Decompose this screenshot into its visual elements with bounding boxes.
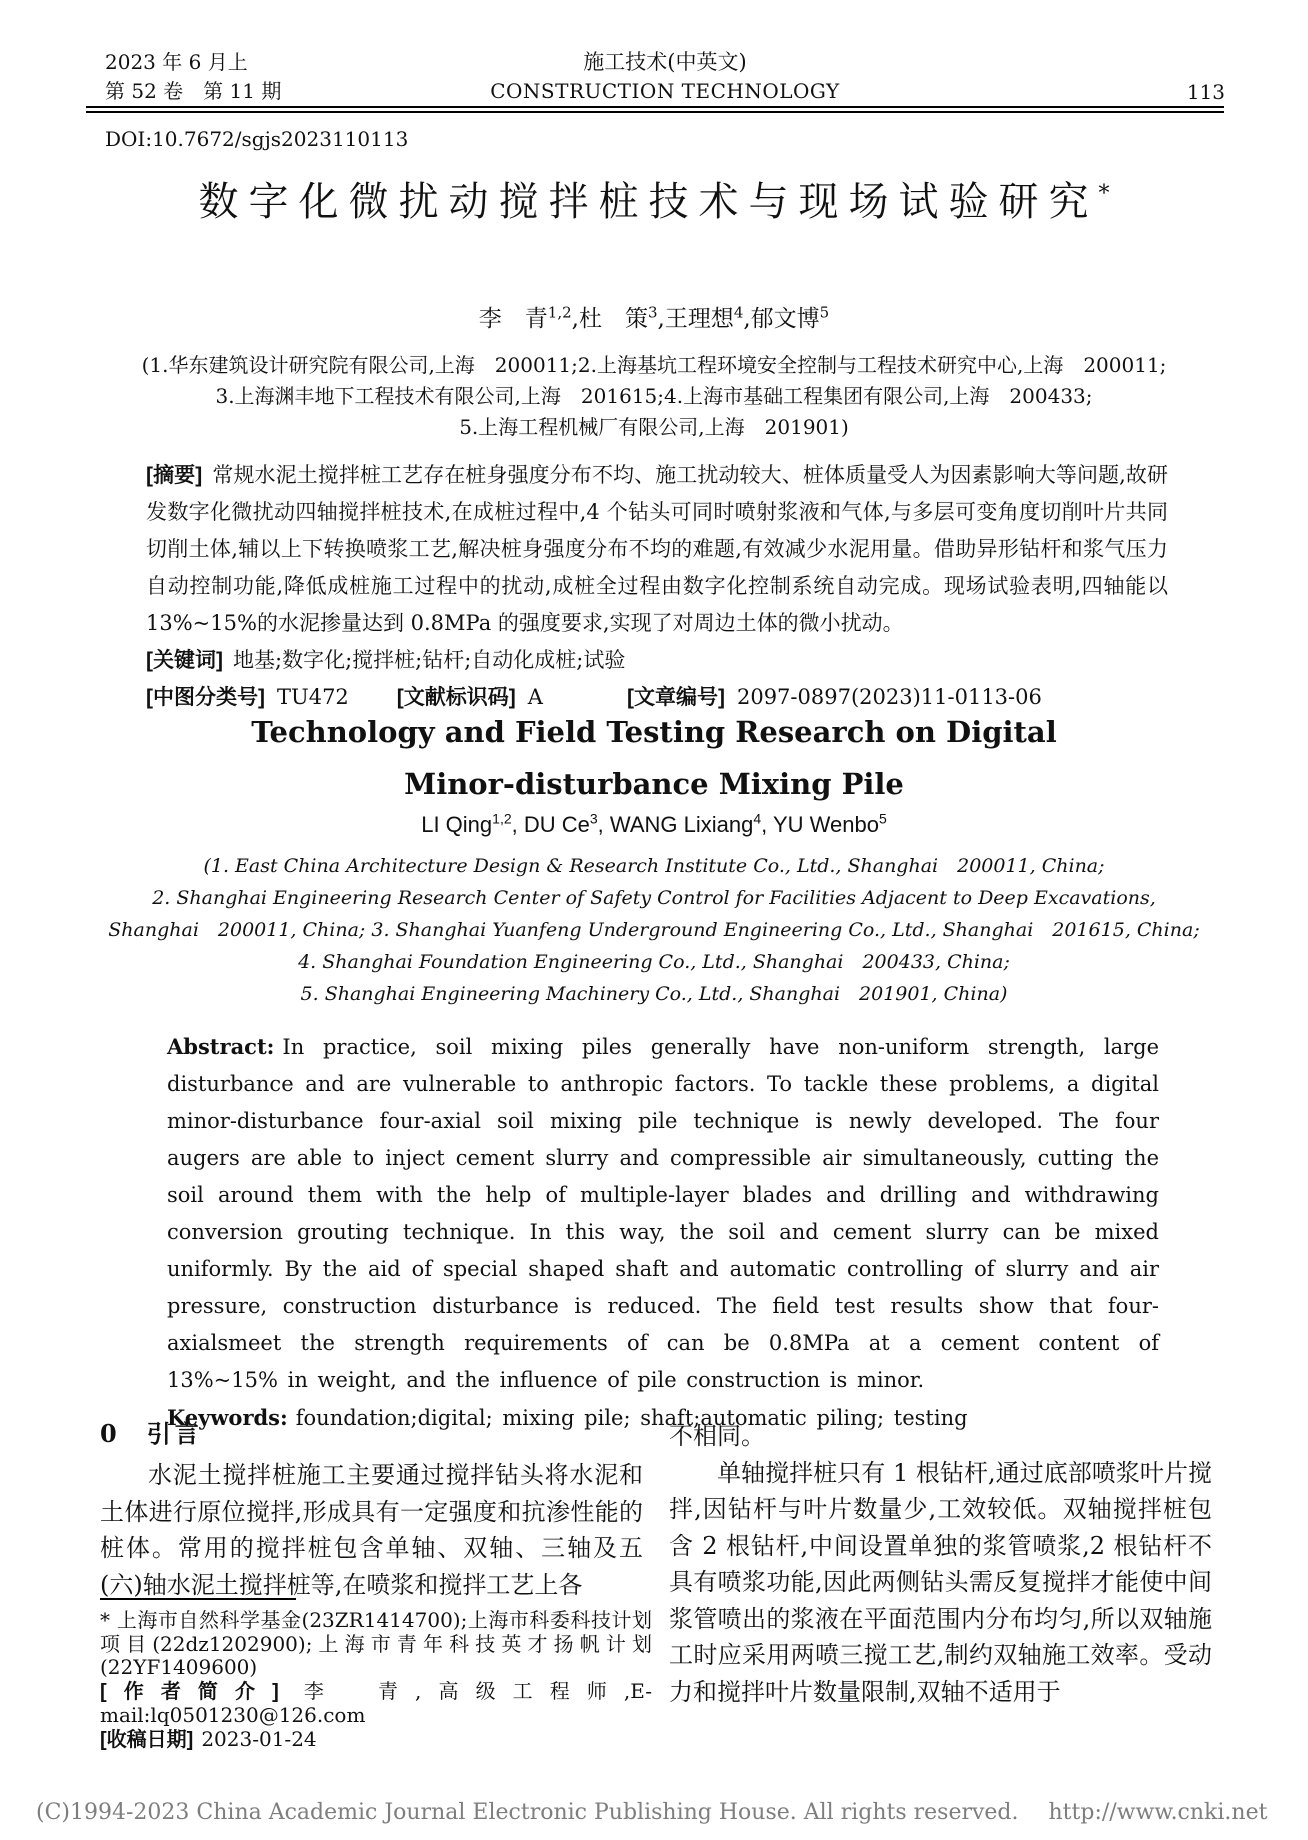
section-number: 0 bbox=[100, 1419, 117, 1448]
footnote-block bbox=[100, 1598, 652, 1752]
clc-label: [中图分类号] bbox=[146, 686, 265, 709]
abstract-en-block bbox=[167, 1028, 1159, 1437]
body-paragraph: 单轴搅拌桩只有 1 根钻杆,通过底部喷浆叶片搅拌,因钻杆与叶片数量少,工效较低。双轴搅拌桩包含 2 根钻杆,中间设置单独的浆管喷浆,2 根钻杆不具有喷浆功能,因此两侧钻头需反复搅拌才能使中间浆管喷出的浆液在平面范围内分布均匀,所以双轴施工时应采用两喷三搅工艺,制约双轴施工效率。受动力和搅拌叶片数量限制,双轴不适用于 bbox=[669, 1458, 1212, 1706]
author-affil-sup: 4 bbox=[753, 810, 762, 827]
keywords-cn-text: 地基;数字化;搅拌桩;钻杆;自动化成桩;试验 bbox=[233, 648, 626, 672]
received-date-label: [收稿日期] bbox=[100, 1728, 194, 1751]
author-affil-sup: 5 bbox=[878, 810, 887, 827]
article-title-cn-text: 数字化微扰动搅拌桩技术与现场试验研究 bbox=[198, 179, 1099, 225]
keywords-en-label: Keywords: bbox=[167, 1405, 288, 1430]
doi-line: DOI:10.7672/sgjs2023110113 bbox=[105, 127, 409, 151]
author-name-en: YU Wenbo bbox=[772, 812, 879, 837]
abstract-en-label: Abstract: bbox=[167, 1034, 275, 1059]
affiliation-line-en: (1. East China Architecture Design & Research Institute Co., Ltd., Shanghai 200011, China; bbox=[203, 855, 1105, 877]
keywords-cn-label: [关键词] bbox=[146, 649, 223, 672]
header-journal bbox=[105, 48, 1225, 106]
author-affil-sup: 3 bbox=[647, 303, 658, 322]
affiliation-line-en: 5. Shanghai Engineering Machinery Co., Ltd., Shanghai 201901, China) bbox=[300, 983, 1008, 1005]
author-separator: , bbox=[597, 812, 610, 837]
author-separator: , bbox=[571, 306, 579, 332]
clc-value: TU472 bbox=[277, 685, 349, 709]
author-separator: , bbox=[761, 812, 773, 837]
journal-name-cn: 施工技术(中英文) bbox=[583, 50, 747, 74]
abstract-cn bbox=[146, 457, 1168, 642]
journal-name-en: CONSTRUCTION TECHNOLOGY bbox=[490, 79, 840, 103]
author-bio-label: [作者简介] bbox=[100, 1680, 279, 1703]
author-affil-sup: 4 bbox=[733, 303, 744, 322]
affiliation-line-en: 4. Shanghai Foundation Engineering Co., Ltd., Shanghai 200433, China; bbox=[298, 951, 1010, 973]
article-title-en bbox=[0, 706, 1308, 810]
author-affil-sup: 3 bbox=[589, 810, 598, 827]
copyright-text: (C)1994-2023 China Academic Journal Electronic Publishing House. All rights reserved. bbox=[36, 1800, 1019, 1825]
body-paragraph-continuation: 不相同。 bbox=[669, 1422, 765, 1450]
header-volume-issue: 第 52 卷 第 11 期 bbox=[105, 79, 282, 103]
doc-code-value: A bbox=[527, 685, 543, 709]
affiliation-line-en: 2. Shanghai Engineering Research Center of Safety Control for Facilities Adjacent to Deep Excavations, bbox=[152, 887, 1156, 909]
received-date-note bbox=[100, 1728, 652, 1753]
author-name: 王理想 bbox=[664, 306, 734, 332]
section-title: 引言 bbox=[146, 1421, 203, 1448]
keywords-cn bbox=[146, 642, 1168, 679]
title-funding-mark: * bbox=[1098, 181, 1110, 207]
abstract-en-text: In practice, soil mixing piles generally have non-uniform strength, large disturbance and are vulnerable to anthropic factors. To tackle these problems, a digital minor-disturbance four-axial soil mixing pile technique is newly developed. The four augers are able to inject cement slurry and compressible air simultaneously, cutting the soil around them with the help of multiple-layer blades and drilling and withdrawing conversion grouting technique. In this way, the soil and cement slurry can be mixed uniformly. By the aid of special shaped shaft and automatic controlling of slurry and air pressure, construction disturbance is reduced. The field test results show that four-axialsmeet the strength requirements of can be 0.8MPa at a cement content of 13%~15% in weight, and the influence of pile construction is minor. bbox=[167, 1035, 1159, 1392]
author-separator: , bbox=[743, 306, 751, 332]
authors-cn bbox=[0, 300, 1308, 333]
header-double-rule bbox=[86, 106, 1224, 113]
cnki-url: http://www.cnki.net bbox=[1048, 1800, 1268, 1825]
article-id-label: [文章编号] bbox=[626, 686, 725, 709]
author-name-en: LI Qing bbox=[421, 812, 493, 837]
author-name: 杜 策 bbox=[578, 306, 648, 332]
section-heading bbox=[100, 1418, 643, 1451]
doc-code-label: [文献标识码] bbox=[396, 686, 516, 709]
author-affil-sup: 1,2 bbox=[492, 810, 512, 827]
body-paragraph: 水泥土搅拌桩施工主要通过搅拌钻头将水泥和土体进行原位搅拌,形成具有一定强度和抗渗性能的桩体。常用的搅拌桩包含单轴、双轴、三轴及五(六)轴水泥土搅拌桩等,在喷浆和搅拌工艺上各 bbox=[100, 1461, 643, 1599]
affiliation-line: 3.上海渊丰地下工程技术有限公司,上海 201615;4.上海市基础工程集团有限公司,上海 200433; bbox=[215, 384, 1093, 408]
affiliations-cn bbox=[0, 350, 1308, 443]
article-id-value: 2097-0897(2023)11-0113-06 bbox=[736, 685, 1042, 709]
author-separator: , bbox=[657, 306, 665, 332]
abstract-cn-block bbox=[146, 457, 1168, 716]
author-name: 李 青 bbox=[478, 306, 548, 332]
article-title-en-line1: Technology and Field Testing Research on Digital bbox=[251, 715, 1057, 749]
abstract-cn-label: [摘要] bbox=[146, 464, 203, 487]
affiliation-line-en: Shanghai 200011, China; 3. Shanghai Yuanfeng Underground Engineering Co., Ltd., Shanghai 201615, China; bbox=[108, 919, 1200, 941]
page-number: 113 bbox=[1186, 80, 1225, 104]
received-date-text: 2023-01-24 bbox=[201, 1726, 317, 1751]
author-name-en: DU Ce bbox=[523, 812, 590, 837]
author-name: 郁文博 bbox=[750, 306, 820, 332]
affiliations-en bbox=[0, 850, 1308, 1010]
abstract-cn-text: 常规水泥土搅拌桩工艺存在桩身强度分布不均、施工扰动较大、桩体质量受人为因素影响大等问题,故研发数字化微扰动四轴搅拌桩技术,在成桩过程中,4 个钻头可同时喷射浆液和气体,与多层可变角度切削叶片共同切削土体,辅以上下转换喷浆工艺,解决桩身强度分布不均的难题,有效减少水泥用量。借助异形钻杆和浆气压力自动控制功能,降低成桩施工过程中的扰动,成桩全过程由数字化控制系统自动完成。现场试验表明,四轴能以13%~15%的水泥掺量达到 0.8MPa 的强度要求,实现了对周边土体的微小扰动。 bbox=[146, 463, 1168, 635]
author-affil-sup: 5 bbox=[819, 303, 830, 322]
header-date: 2023 年 6 月上 bbox=[105, 50, 248, 74]
author-separator: , bbox=[511, 812, 524, 837]
article-title-cn bbox=[0, 170, 1308, 227]
author-bio-note bbox=[100, 1680, 652, 1728]
abstract-en bbox=[167, 1028, 1159, 1399]
affiliation-line: (1.华东建筑设计研究院有限公司,上海 200011;2.上海基坑工程环境安全控制与工程技术研究中心,上海 200011; bbox=[141, 353, 1167, 377]
keywords-en-text: foundation;digital; mixing pile; shaft;automatic piling; testing bbox=[295, 1406, 968, 1430]
authors-en bbox=[0, 812, 1308, 838]
article-title-en-line2: Minor-disturbance Mixing Pile bbox=[404, 767, 904, 801]
cnki-footer bbox=[36, 1800, 1272, 1825]
page-header bbox=[105, 48, 1225, 104]
right-column bbox=[669, 1418, 1212, 1710]
funding-note: * 上海市自然科学基金(23ZR1414700);上海市科委科技计划项目(22dz1202900);上海市青年科技英才扬帆计划(22YF1409600) bbox=[100, 1608, 652, 1679]
author-name-en: WANG Lixiang bbox=[609, 812, 754, 837]
footnote-rule bbox=[100, 1598, 296, 1600]
author-affil-sup: 1,2 bbox=[547, 303, 572, 322]
author-bio-text: 李 青,高级工程师,E-mail:lq0501230@126.com bbox=[100, 1678, 652, 1727]
affiliation-line: 5.上海工程机械厂有限公司,上海 201901) bbox=[459, 415, 849, 439]
